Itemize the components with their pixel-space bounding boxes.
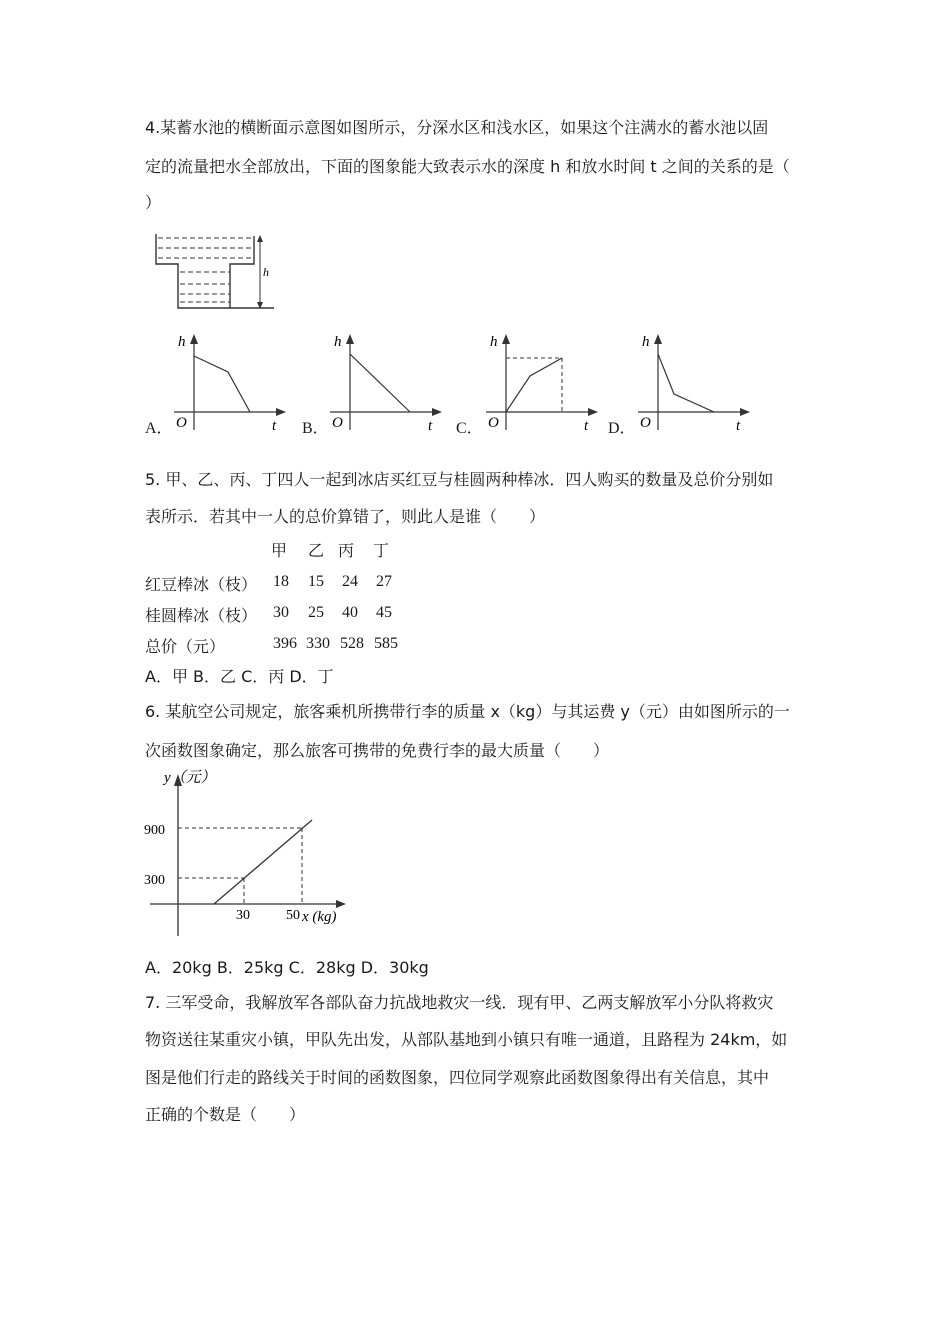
option-d-label: D． <box>608 420 636 437</box>
option-c-label: C． <box>456 420 483 437</box>
graph-a <box>170 330 290 435</box>
option-b-label: B． <box>302 420 329 437</box>
table-cell: 330 <box>306 635 330 652</box>
x-tick-50: 50 <box>286 908 300 923</box>
table-cell: 45 <box>376 604 392 621</box>
graph-b-t: t <box>428 418 433 434</box>
option-a-label: A． <box>145 420 173 437</box>
table-row-label: 红豆棒冰（枝） <box>145 575 258 594</box>
table-cell: 585 <box>374 635 398 652</box>
q7-line-3: 图是他们行走的路线关于时间的函数图象，四位同学观察此函数图象得出有关信息，其中 <box>145 1068 770 1087</box>
y-axis-label: y（元） <box>164 770 216 786</box>
q4-line-3: ） <box>145 193 162 212</box>
q5-line-1: 5. 甲、乙、丙、丁四人一起到冰店买红豆与桂圆两种棒冰．四人购买的数量及总价分别如 <box>145 470 774 489</box>
table-header-bing: 丙 <box>338 541 355 560</box>
table-cell: 25 <box>308 604 324 621</box>
graph-b-h: h <box>334 334 342 350</box>
graph-d-o: O <box>640 415 651 431</box>
table-cell: 24 <box>342 573 358 590</box>
q6-line-1: 6. 某航空公司规定，旅客乘机所携带行李的质量 x（kg）与其运费 y（元）由如图所示的一 <box>145 702 790 721</box>
graph-c-o: O <box>488 415 499 431</box>
table-cell: 40 <box>342 604 358 621</box>
q6-answers: A．20kg B．25kg C．28kg D．30kg <box>145 958 429 977</box>
table-cell: 18 <box>273 573 289 590</box>
table-cell: 15 <box>308 573 324 590</box>
table-cell: 396 <box>273 635 297 652</box>
q4-line-2: 定的流量把水全部放出，下面的图象能大致表示水的深度 h 和放水时间 t 之间的关系的是（ <box>145 157 790 176</box>
graph-d-t: t <box>736 418 741 434</box>
pool-diagram <box>150 228 280 318</box>
y-tick-300: 300 <box>144 873 165 888</box>
graph-c-t: t <box>584 418 589 434</box>
q7-line-1: 7. 三军受命，我解放军各部队奋力抗战地救灾一线．现有甲、乙两支解放军小分队将救灾 <box>145 993 774 1012</box>
graph-c <box>482 330 602 435</box>
q5-line-2: 表所示．若其中一人的总价算错了，则此人是谁（ ） <box>145 507 546 526</box>
graph-c-h: h <box>490 334 498 350</box>
y-tick-900: 900 <box>144 823 165 838</box>
q5-answers: A．甲 B．乙 C．丙 D．丁 <box>145 667 334 686</box>
graph-b <box>326 330 446 435</box>
pool-h-label: h <box>263 265 269 279</box>
table-header-jia: 甲 <box>271 541 288 560</box>
x-tick-30: 30 <box>236 908 250 923</box>
graph-a-o: O <box>176 415 187 431</box>
table-header-ding: 丁 <box>373 541 390 560</box>
table-cell: 528 <box>340 635 364 652</box>
x-axis-label: x (kg) <box>302 909 337 925</box>
graph-d-h: h <box>642 334 650 350</box>
table-row-label: 总价（元） <box>145 637 226 656</box>
graph-b-o: O <box>332 415 343 431</box>
graph-a-t: t <box>272 418 277 434</box>
graph-d <box>634 330 754 435</box>
table-cell: 30 <box>273 604 289 621</box>
graph-a-h: h <box>178 334 186 350</box>
freight-graph <box>140 764 360 940</box>
table-header-yi: 乙 <box>308 541 325 560</box>
q7-line-4: 正确的个数是（ ） <box>145 1105 306 1124</box>
q6-line-2: 次函数图象确定，那么旅客可携带的免费行李的最大质量（ ） <box>145 741 610 760</box>
table-row-label: 桂圆棒冰（枝） <box>145 606 258 625</box>
table-cell: 27 <box>376 573 392 590</box>
q4-line-1: 4.某蓄水池的横断面示意图如图所示，分深水区和浅水区，如果这个注满水的蓄水池以固 <box>145 118 769 137</box>
q7-line-2: 物资送往某重灾小镇，甲队先出发，从部队基地到小镇只有唯一通道，且路程为 24km，如 <box>145 1030 788 1049</box>
